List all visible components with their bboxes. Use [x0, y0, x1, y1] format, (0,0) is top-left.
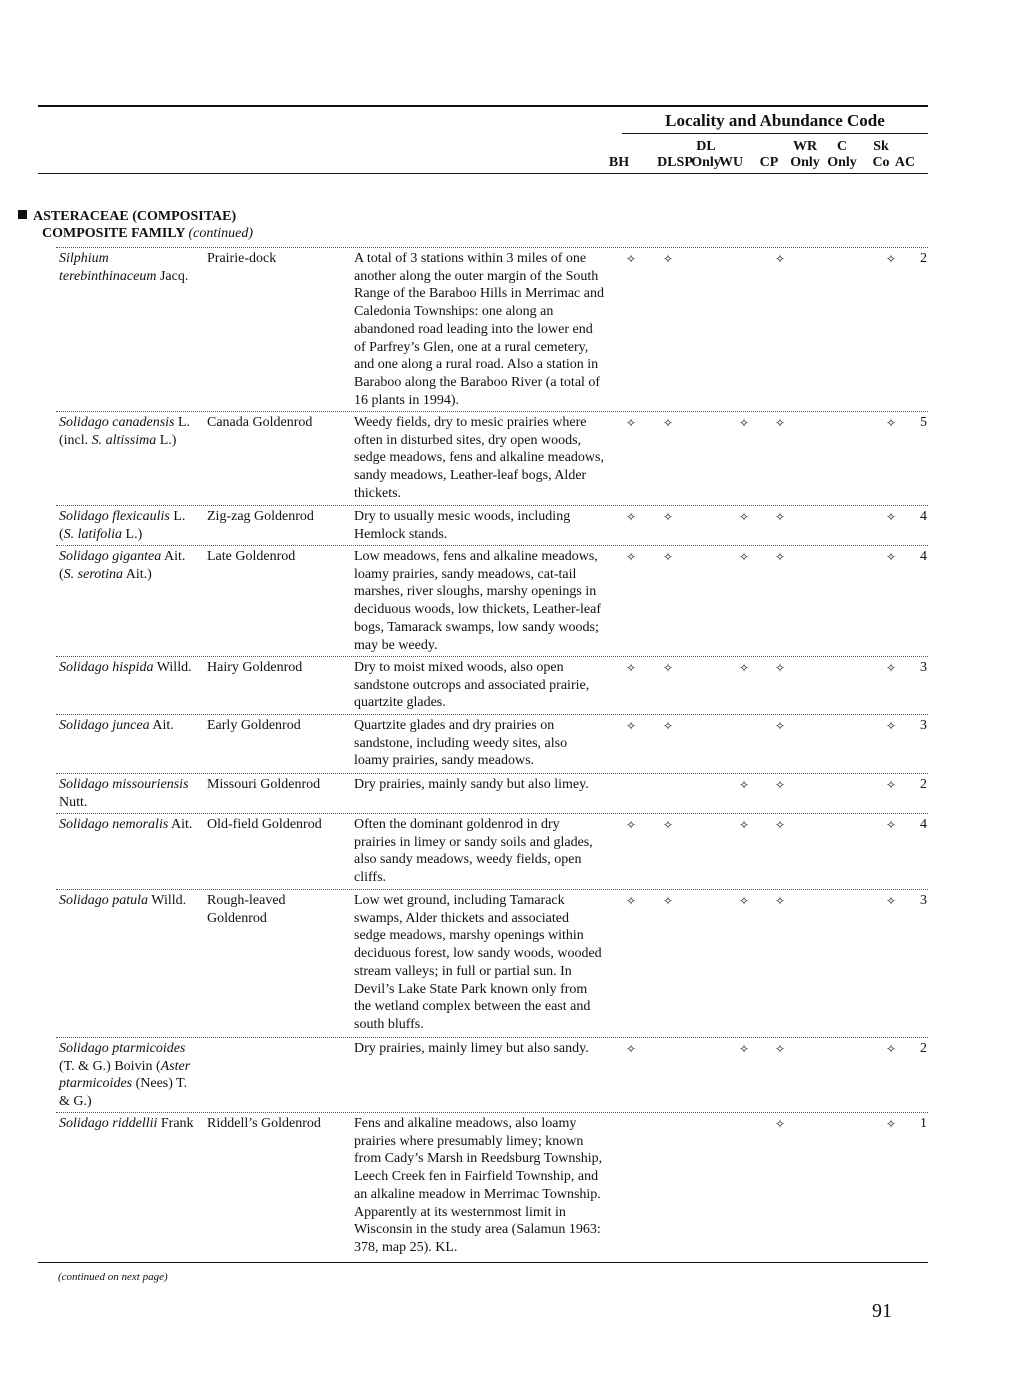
- species-row: [56, 656, 928, 715]
- presence-marker-icon: ✧: [885, 550, 897, 564]
- scientific-name: [59, 414, 199, 449]
- presence-marker-icon: ✧: [774, 550, 786, 564]
- presence-marker-icon: ✧: [885, 252, 897, 266]
- scientific-name-part: Willd.: [153, 660, 192, 675]
- scientific-name-part: Silphium: [59, 251, 109, 266]
- presence-marker-icon: ✧: [885, 510, 897, 524]
- scientific-name-part: S. latifolia: [63, 526, 123, 542]
- abundance-code: 5: [920, 415, 927, 430]
- presence-marker-icon: ✧: [774, 661, 786, 675]
- column-header-top: WR: [792, 139, 818, 154]
- scientific-name-part: Solidago juncea: [59, 718, 150, 733]
- presence-marker-icon: ✧: [738, 818, 750, 832]
- presence-marker-icon: ✧: [625, 894, 637, 908]
- scientific-name-part: L.): [122, 526, 143, 542]
- scientific-name-part: Solidago flexicaulis: [59, 509, 170, 524]
- continued-note: (continued on next page): [58, 1271, 168, 1283]
- scientific-name-part: Solidago nemoralis: [59, 817, 169, 832]
- column-header-top: [888, 139, 922, 155]
- column-header-top: C: [836, 139, 848, 154]
- column-header-top: [601, 139, 637, 155]
- presence-marker-icon: ✧: [625, 1042, 637, 1056]
- column-header-bottom: Only: [691, 155, 721, 170]
- habitat-description: Fens and alkaline meadows, also loamy prairies where presumably limey; known from Cady’s Marsh in Reedsburg Township, Leech Creek fen in Fairfield Township, and an alkaline meadow in Merrimac Township. Apparently at its westernmost limit in Wisconsin in the study area (Salamun 1963: 378, map 25). KL.: [354, 1116, 603, 1255]
- scientific-name-part: Solidago riddellii: [59, 1116, 158, 1131]
- column-header-bottom: Only: [790, 155, 820, 170]
- scientific-name: [59, 548, 199, 583]
- presence-marker-icon: ✧: [662, 416, 674, 430]
- scientific-name-part: Ait.: [149, 718, 174, 733]
- presence-marker-icon: ✧: [662, 894, 674, 908]
- common-name: Riddell’s Goldenrod: [207, 1116, 321, 1131]
- presence-marker-icon: ✧: [774, 416, 786, 430]
- scientific-name: [59, 1040, 199, 1111]
- presence-marker-icon: ✧: [885, 778, 897, 792]
- habitat-description: Low wet ground, including Tamarack swamps, Alder thickets and associated sedge meadows, marshy openings within deciduous forest, low sandy woods, wooded stream valleys; in full or partial sun. In Devil’s Lake State Park known only from the wetland complex between the east and south bluffs.: [354, 893, 602, 1032]
- species-row: [56, 1037, 928, 1113]
- scientific-name-part: Solidago patula: [59, 893, 149, 908]
- family-heading: [18, 208, 253, 242]
- species-row: [56, 411, 928, 506]
- species-row: [56, 714, 928, 774]
- abundance-code: 4: [920, 549, 927, 564]
- common-name: Old-field Goldenrod: [207, 817, 322, 832]
- scientific-name-part: Nutt.: [59, 794, 88, 810]
- scientific-name-part: L. (: [59, 509, 186, 542]
- locality-header-title: Locality and Abundance Code: [665, 111, 885, 130]
- scientific-name-part: Willd.: [148, 893, 187, 908]
- presence-marker-icon: ✧: [625, 661, 637, 675]
- scientific-name: [59, 816, 199, 834]
- scientific-name: [59, 892, 199, 910]
- presence-marker-icon: ✧: [738, 1042, 750, 1056]
- column-header-bottom: DLSP: [657, 155, 693, 170]
- scientific-name-part: Frank: [157, 1116, 194, 1131]
- common-name: Hairy Goldenrod: [207, 660, 303, 675]
- scientific-name-part: Solidago missouriensis: [59, 777, 189, 792]
- abundance-code: 3: [920, 893, 927, 908]
- abundance-code: 2: [920, 777, 927, 792]
- presence-marker-icon: ✧: [662, 818, 674, 832]
- presence-marker-icon: ✧: [738, 894, 750, 908]
- presence-marker-icon: ✧: [774, 894, 786, 908]
- scientific-name: [59, 717, 199, 735]
- presence-marker-icon: ✧: [625, 550, 637, 564]
- presence-marker-icon: ✧: [662, 252, 674, 266]
- common-name: Late Goldenrod: [207, 549, 296, 564]
- presence-marker-icon: ✧: [885, 416, 897, 430]
- habitat-description: Weedy fields, dry to mesic prairies where often in disturbed sites, dry open woods, sedge meadows, fens and alkaline meadows, sandy meadows, Leather-leaf bogs, Alder thickets.: [354, 415, 604, 501]
- presence-marker-icon: ✧: [738, 661, 750, 675]
- abundance-code: 4: [920, 509, 927, 524]
- scientific-name-part: S. serotina: [63, 566, 124, 582]
- habitat-description: Dry prairies, mainly limey but also sandy.: [354, 1041, 589, 1056]
- presence-marker-icon: ✧: [738, 416, 750, 430]
- presence-marker-icon: ✧: [885, 661, 897, 675]
- presence-marker-icon: ✧: [774, 252, 786, 266]
- scientific-name-part: S. altissima: [91, 432, 157, 448]
- column-header-cp: [751, 137, 787, 171]
- column-header-bottom: AC: [894, 155, 916, 170]
- species-row: [56, 773, 928, 814]
- presence-marker-icon: ✧: [774, 778, 786, 792]
- scientific-name-part: Solidago ptarmicoides: [59, 1041, 186, 1056]
- abundance-code: 1: [920, 1116, 927, 1131]
- header-underline: [622, 133, 928, 134]
- scientific-name-part: (T. & G.) Boivin (: [59, 1058, 161, 1074]
- common-name: Canada Goldenrod: [207, 415, 313, 430]
- column-header-bottom: Only: [827, 155, 857, 170]
- presence-marker-icon: ✧: [885, 818, 897, 832]
- column-header-bottom: Co: [872, 155, 890, 170]
- presence-marker-icon: ✧: [662, 719, 674, 733]
- scientific-name-part: Ait.: [168, 817, 193, 832]
- scientific-name: [59, 776, 199, 811]
- scientific-name-part: Ait. (: [59, 549, 186, 582]
- abundance-code: 3: [920, 660, 927, 675]
- column-header-conly: [824, 137, 860, 171]
- family-continued: (continued): [188, 226, 254, 241]
- species-row: [56, 545, 928, 657]
- scientific-name-part: Aster ptarmicoides: [59, 1058, 191, 1092]
- scientific-name: [59, 1115, 199, 1133]
- presence-marker-icon: ✧: [625, 719, 637, 733]
- habitat-description: A total of 3 stations within 3 miles of one another along the outer margin of the South Range of the Baraboo Hills in Merrimac and Caledonia Townships: one along an abandoned road leading into the lower end of Parfrey’s Glen, one at a rural cemetery, and one along a rural road. Also a station in Baraboo along the Baraboo River (a total of 16 plants in 1994).: [354, 251, 604, 408]
- presence-marker-icon: ✧: [774, 818, 786, 832]
- presence-marker-icon: ✧: [774, 510, 786, 524]
- common-name: Missouri Goldenrod: [207, 777, 321, 792]
- scientific-name-part: L.): [156, 432, 177, 448]
- presence-marker-icon: ✧: [625, 818, 637, 832]
- page-number: 91: [872, 1300, 892, 1322]
- species-row: [56, 505, 928, 546]
- presence-marker-icon: ✧: [885, 1117, 897, 1131]
- abundance-code: 2: [920, 1041, 927, 1056]
- scientific-name-part: Solidago hispida: [59, 660, 154, 675]
- presence-marker-icon: ✧: [662, 510, 674, 524]
- scientific-name-part: Jacq.: [156, 268, 189, 284]
- species-row: [56, 813, 928, 890]
- scientific-name: [59, 508, 199, 543]
- bullet-square-icon: [18, 210, 27, 219]
- scientific-name-part: terebinthinaceum: [59, 268, 157, 284]
- column-header-wronly: [787, 137, 823, 171]
- scientific-name-part: Ait.): [123, 566, 152, 582]
- top-rule: [38, 105, 928, 107]
- column-header-bh: [601, 137, 637, 171]
- habitat-description: Dry to moist mixed woods, also open sandstone outcrops and associated prairie, quartzite glades.: [354, 660, 590, 711]
- habitat-description: Low meadows, fens and alkaline meadows, loamy prairies, sandy meadows, cat-tail marshes, river sloughs, marshy openings in deciduous woods, low thickets, Leather-leaf bogs, Tamarack swamps, low sandy woods; may be weedy.: [354, 549, 601, 653]
- presence-marker-icon: ✧: [662, 661, 674, 675]
- habitat-description: Quartzite glades and dry prairies on sandstone, including weedy sites, also loamy prairies, sandy meadows.: [354, 718, 568, 769]
- column-header-bottom: CP: [759, 155, 779, 170]
- common-name: Rough-leaved Goldenrod: [207, 893, 286, 926]
- abundance-code: 4: [920, 817, 927, 832]
- column-header-wu: [713, 137, 749, 171]
- family-common-name: COMPOSITE FAMILY: [42, 226, 185, 241]
- scientific-name-part: Solidago gigantea: [59, 549, 162, 564]
- presence-marker-icon: ✧: [625, 510, 637, 524]
- column-header-top: [751, 139, 787, 155]
- bottom-rule: [38, 1262, 928, 1263]
- abundance-code: 3: [920, 718, 927, 733]
- presence-marker-icon: ✧: [885, 894, 897, 908]
- presence-marker-icon: ✧: [738, 550, 750, 564]
- species-row: [56, 247, 928, 412]
- presence-marker-icon: ✧: [885, 719, 897, 733]
- family-name: ASTERACEAE (COMPOSITAE): [33, 209, 237, 224]
- presence-marker-icon: ✧: [625, 252, 637, 266]
- header-bottom-rule: [38, 173, 928, 174]
- presence-marker-icon: ✧: [738, 778, 750, 792]
- habitat-description: Dry prairies, mainly sandy but also limey.: [354, 777, 589, 792]
- scientific-name: [59, 250, 199, 285]
- column-header-bottom: BH: [608, 155, 630, 170]
- presence-marker-icon: ✧: [774, 1117, 786, 1131]
- column-header-top: [713, 139, 749, 155]
- presence-marker-icon: ✧: [774, 719, 786, 733]
- scientific-name-part: L. (incl.: [59, 415, 191, 448]
- scientific-name: [59, 659, 199, 677]
- presence-marker-icon: ✧: [885, 1042, 897, 1056]
- habitat-description: Often the dominant goldenrod in dry prairies in limey or sandy soils and glades, also sandy meadows, weedy fields, open cliffs.: [354, 817, 593, 886]
- species-row: [56, 889, 928, 1038]
- habitat-description: Dry to usually mesic woods, including Hemlock stands.: [354, 509, 571, 542]
- column-header-top: Sk: [873, 139, 889, 154]
- common-name: Prairie-dock: [207, 251, 277, 266]
- column-header-ac: [888, 137, 922, 171]
- presence-marker-icon: ✧: [774, 1042, 786, 1056]
- scientific-name-part: Solidago canadensis: [59, 415, 175, 430]
- column-header-bottom: WU: [718, 155, 744, 170]
- presence-marker-icon: ✧: [738, 510, 750, 524]
- common-name: Early Goldenrod: [207, 718, 301, 733]
- scientific-name-part: (Nees) T. & G.): [59, 1076, 188, 1110]
- common-name: Zig-zag Goldenrod: [207, 509, 314, 524]
- species-row: [56, 1112, 928, 1259]
- abundance-code: 2: [920, 251, 927, 266]
- column-header-top: DL: [696, 139, 716, 154]
- presence-marker-icon: ✧: [662, 550, 674, 564]
- presence-marker-icon: ✧: [625, 416, 637, 430]
